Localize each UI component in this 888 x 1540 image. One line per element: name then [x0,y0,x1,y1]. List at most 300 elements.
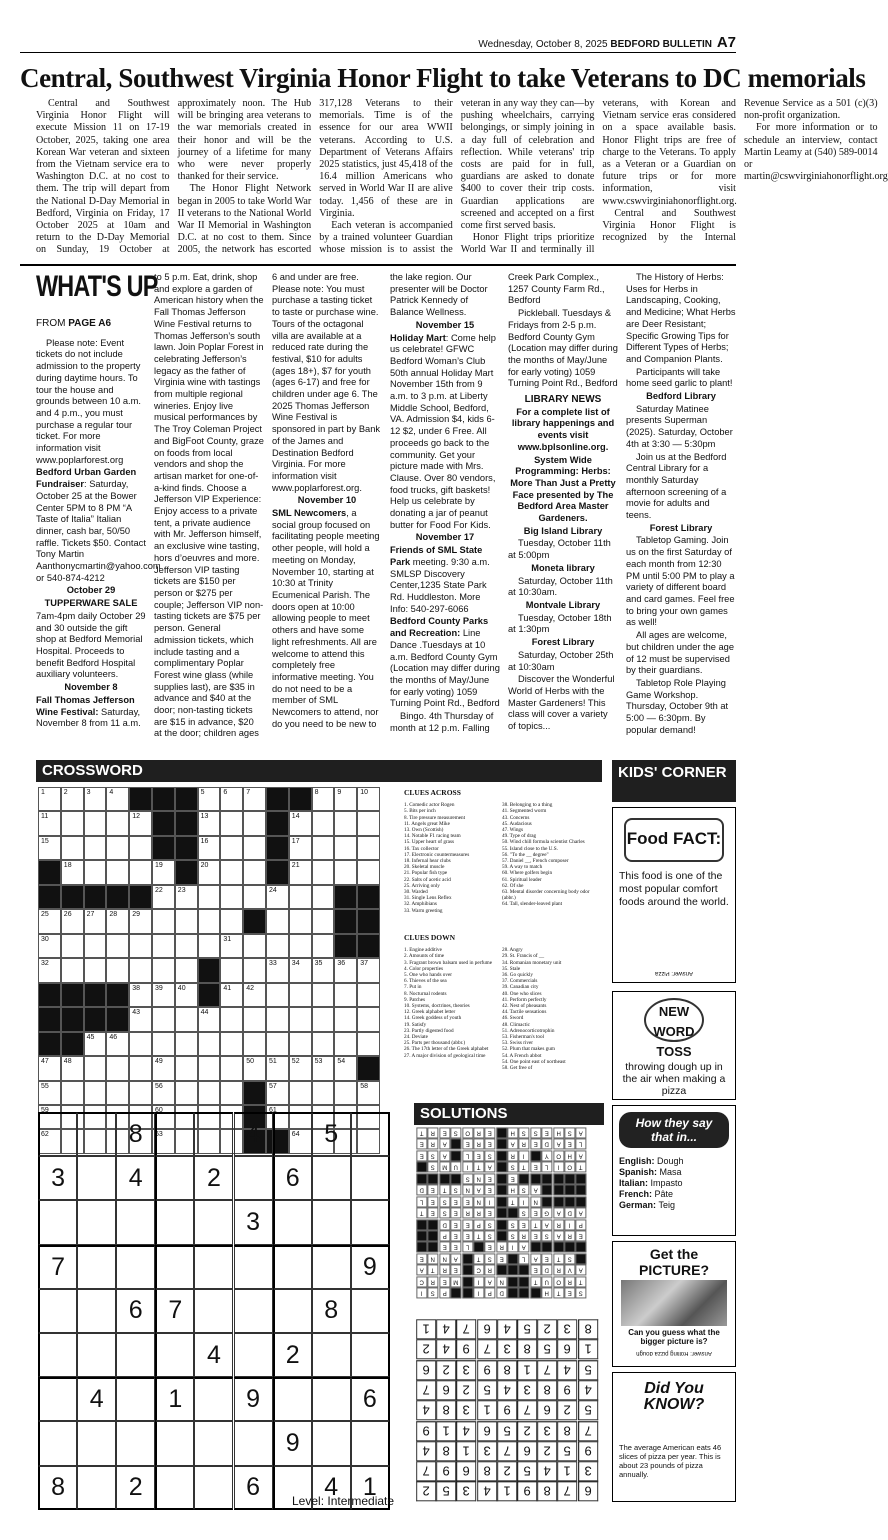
solution-black-cell [541,1173,552,1184]
sudoku-empty-cell[interactable] [273,1200,312,1244]
story-paragraph: Central and Southwest Virginia Honor Flight will execute Mission 11 on 17-19 October, 2025, taking one area Korean War veteran and sixteen from the Vietnam service era to Washington D.C. at no cost to them. The trip will depart from the National D-Day Memorial in Bedford, Virginia on Friday, 17 October 2025 at 10am and return to the D-Day Memorial on Sunday, 19 October at approximately noon. The Hub will be bringing area veterans to the war memorials created in their honor and will be the journey of a lifetime for many who were never properly thanked for their service. [36,98,312,256]
crossword-cell[interactable] [289,885,312,909]
solutions-header [414,1103,604,1125]
crossword-cell[interactable]: 36 [334,958,357,982]
solution-letter: R [553,1219,564,1230]
crossword-cell[interactable]: 56 [152,1081,175,1105]
solution-letter: H [541,1287,552,1298]
sudoku-given-cell: 9 [234,1377,273,1421]
crossword-cell[interactable] [334,1032,357,1056]
clue: 41. Perform perfectly [502,996,547,1003]
sudoku-empty-cell[interactable] [38,1289,77,1333]
sudoku-empty-cell[interactable] [194,1421,233,1465]
clue: 14. Notable F1 racing team [404,833,461,840]
sudoku-empty-cell[interactable] [194,1466,233,1510]
crossword-cell[interactable] [220,860,243,884]
crossword-cell[interactable] [334,983,357,1007]
solution-letter: T [575,1276,586,1287]
crossword-cell[interactable] [152,909,175,933]
crossword-cell[interactable]: 8 [312,787,335,811]
event-entry [390,616,500,710]
crossword-cell[interactable] [334,836,357,860]
crossword-cell[interactable]: 20 [198,860,221,884]
crossword-cell[interactable]: 33 [266,958,289,982]
sudoku-empty-cell[interactable] [77,1245,116,1289]
sudoku-empty-cell[interactable] [351,1421,390,1465]
sudoku-given-cell: 1 [155,1377,194,1421]
crossword-cell[interactable] [312,1081,335,1105]
crossword-cell[interactable] [84,958,107,982]
crossword-cell[interactable]: 13 [198,811,221,835]
crossword-cell[interactable] [152,1007,175,1031]
crossword-cell[interactable] [312,860,335,884]
crossword-cell[interactable]: 19 [152,860,175,884]
crossword-cell[interactable]: 42 [243,983,266,1007]
crossword-cell[interactable] [243,885,266,909]
crossword-cell[interactable] [312,885,335,909]
solution-digit: 4 [436,1319,456,1339]
crossword-cell[interactable] [220,836,243,860]
crossword-cell[interactable]: 12 [129,811,152,835]
sudoku-empty-cell[interactable] [194,1200,233,1244]
crossword-cell[interactable] [357,983,380,1007]
crossword-cell[interactable] [129,836,152,860]
crossword-cell[interactable]: 59 [38,1105,61,1129]
crossword-cell[interactable] [61,958,84,982]
crossword-cell[interactable] [84,860,107,884]
crossword-cell[interactable]: 40 [175,983,198,1007]
crossword-cell[interactable]: 49 [152,1056,175,1080]
clue: 37. Commercials [502,978,538,985]
solution-letter: Y [541,1150,552,1161]
solution-digit: 7 [456,1319,476,1339]
solution-digit: 5 [578,1360,598,1380]
crossword-cell[interactable] [220,885,243,909]
crossword-cell[interactable] [61,1081,84,1105]
crossword-cell[interactable]: 2 [61,787,84,811]
crossword-cell[interactable] [198,1056,221,1080]
solution-letter: U [450,1161,461,1172]
crossword-cell[interactable] [198,885,221,909]
crossword-cell[interactable] [312,836,335,860]
crossword-cell[interactable] [175,1056,198,1080]
crossword-cell[interactable] [129,1081,152,1105]
sudoku-empty-cell[interactable] [155,1112,194,1156]
crossword-cell[interactable]: 29 [129,909,152,933]
solution-black-cell [462,1253,473,1264]
sudoku-empty-cell[interactable] [38,1333,77,1377]
crossword-cell[interactable]: 63 [152,1129,175,1153]
crossword-cell[interactable] [198,909,221,933]
solution-letter: T [553,1253,564,1264]
clue: 4. Color properties [404,965,444,972]
crossword-cell[interactable] [84,1056,107,1080]
event-date: October 29 [66,585,116,596]
crossword-cell[interactable]: 32 [38,958,61,982]
clue: 33. Warm greeting [404,907,443,914]
solution-digit: 3 [578,1461,598,1481]
crossword-cell[interactable]: 1 [38,787,61,811]
crossword-cell[interactable]: 38 [129,983,152,1007]
solution-letter: I [518,1150,529,1161]
solution-letter: R [518,1138,529,1149]
solution-digit: 1 [578,1339,598,1359]
picture-answer: Answer: Rolling pizza dough [636,1350,712,1356]
sudoku-empty-cell[interactable] [155,1156,194,1200]
crossword-cell[interactable]: 7 [243,787,266,811]
crossword-cell[interactable]: 26 [61,909,84,933]
sudoku-empty-cell[interactable] [273,1112,312,1156]
crossword-cell[interactable] [129,958,152,982]
crossword-cell[interactable]: 51 [266,1056,289,1080]
crossword-cell[interactable]: 27 [84,909,107,933]
solution-black-cell [416,1230,427,1241]
sudoku-empty-cell[interactable] [155,1245,194,1289]
crossword-cell[interactable]: 61 [266,1105,289,1129]
crossword-grid[interactable] [38,787,380,1139]
solution-digit: 2 [497,1461,517,1481]
crossword-cell[interactable] [289,1032,312,1056]
library-text: Tuesday, October 11th at 5:00pm [508,538,611,561]
crossword-cell[interactable]: 28 [106,909,129,933]
solution-letter: H [553,1127,564,1138]
crossword-cell[interactable]: 43 [129,1007,152,1031]
crossword-cell[interactable]: 18 [61,860,84,884]
crossword-cell[interactable]: 52 [289,1056,312,1080]
crossword-cell[interactable]: 58 [357,1081,380,1105]
sudoku-empty-cell[interactable] [155,1200,194,1244]
clue: 5. Bits per inch [404,808,436,815]
clue: 25. Parts per thousand (abbr.) [404,1040,466,1047]
crossword-cell[interactable]: 11 [38,811,61,835]
crossword-cell[interactable] [243,934,266,958]
sudoku-empty-cell[interactable] [38,1200,77,1244]
crossword-cell[interactable]: 31 [220,934,243,958]
solution-letter: A [575,1127,586,1138]
sudoku-empty-cell[interactable] [77,1112,116,1156]
sudoku-empty-cell[interactable] [116,1421,155,1465]
crossword-cell[interactable] [266,983,289,1007]
sudoku-empty-cell[interactable] [77,1466,116,1510]
crossword-cell[interactable] [220,1032,243,1056]
sudoku-empty-cell[interactable] [312,1245,351,1289]
crossword-cell[interactable]: 24 [266,885,289,909]
crossword-cell[interactable]: 30 [38,934,61,958]
crossword-cell[interactable] [357,811,380,835]
crossword-cell[interactable]: 60 [152,1105,175,1129]
crossword-cell[interactable]: 35 [312,958,335,982]
crossword-cell[interactable] [266,909,289,933]
sudoku-empty-cell[interactable] [77,1156,116,1200]
sudoku-empty-cell[interactable] [312,1156,351,1200]
crossword-cell[interactable]: 48 [61,1056,84,1080]
sudoku-empty-cell[interactable] [116,1333,155,1377]
crossword-cell[interactable] [243,1032,266,1056]
crossword-cell[interactable] [334,1081,357,1105]
crossword-cell[interactable] [220,909,243,933]
solution-black-cell [575,1173,586,1184]
solution-letter: N [530,1196,541,1207]
crossword-cell[interactable] [84,811,107,835]
sudoku-empty-cell[interactable] [351,1200,390,1244]
crossword-cell[interactable]: 37 [357,958,380,982]
crossword-cell[interactable]: 46 [106,1032,129,1056]
sudoku-empty-cell[interactable] [234,1245,273,1289]
crossword-cell[interactable]: 15 [38,836,61,860]
crossword-black-cell [266,860,289,884]
sudoku-empty-cell[interactable] [38,1377,77,1421]
sudoku-empty-cell[interactable] [234,1421,273,1465]
sudoku-empty-cell[interactable] [312,1200,351,1244]
sudoku-empty-cell[interactable] [116,1245,155,1289]
crossword-cell[interactable] [312,909,335,933]
sudoku-solution [416,1319,598,1502]
clue: 16. Tax collector [404,845,439,852]
crossword-cell[interactable]: 41 [220,983,243,1007]
sudoku-given-cell: 1 [351,1466,390,1510]
crossword-cell[interactable] [175,909,198,933]
crossword-cell[interactable] [334,1007,357,1031]
sudoku-empty-cell[interactable] [155,1333,194,1377]
solution-black-cell [496,1230,507,1241]
event-entry [390,545,500,615]
sudoku-empty-cell[interactable] [38,1112,77,1156]
crossword-cell[interactable] [106,958,129,982]
crossword-cell[interactable] [266,934,289,958]
sudoku-empty-cell[interactable] [77,1333,116,1377]
crossword-cell[interactable] [243,958,266,982]
crossword-cell[interactable]: 14 [289,811,312,835]
crossword-cell[interactable] [266,1007,289,1031]
crossword-cell[interactable] [198,934,221,958]
sudoku-empty-cell[interactable] [194,1377,233,1421]
crossword-cell[interactable]: 6 [220,787,243,811]
library-text: All ages are welcome, but children under the age of 12 must be supervised by their guardians. [626,630,735,676]
sudoku-empty-cell[interactable] [351,1333,390,1377]
crossword-cell[interactable]: 21 [289,860,312,884]
crossword-cell[interactable]: 62 [38,1129,61,1153]
solution-letter: R [439,1264,450,1275]
crossword-cell[interactable]: 17 [289,836,312,860]
sudoku-grid[interactable] [38,1112,390,1540]
crossword-cell[interactable] [220,1056,243,1080]
crossword-cell[interactable] [312,811,335,835]
solution-letter: L [518,1253,529,1264]
crossword-cell[interactable] [84,1081,107,1105]
crossword-cell[interactable] [289,934,312,958]
crossword-cell[interactable] [61,934,84,958]
crossword-cell[interactable]: 25 [38,909,61,933]
crossword-cell[interactable] [106,1081,129,1105]
crossword-cell[interactable]: 22 [152,885,175,909]
clue: 49. Type of drag [502,833,537,840]
sudoku-empty-cell[interactable] [194,1112,233,1156]
crossword-cell[interactable] [106,934,129,958]
story-paragraph: Each veteran is accompanied by a trained volunteer Guardian whose mission is to assist the veteran in any way they can—by pushing wheelchairs, carrying belongings, or simply joining in a day full of celebration and reflection. While veterans' trip costs are paid for in full, guardians are asked to donate $400 to cover their trip costs. Guardian applications are screened and accepted on a first come first served basis. [319,98,595,256]
sudoku-empty-cell[interactable] [351,1112,390,1156]
solution-black-cell [518,1276,529,1287]
crossword-cell[interactable] [312,1007,335,1031]
crossword-cell[interactable]: 23 [175,885,198,909]
solution-letter: E [484,1207,495,1218]
crossword-cell[interactable] [357,860,380,884]
crossword-cell[interactable] [312,934,335,958]
solution-black-cell [541,1196,552,1207]
crossword-cell[interactable] [152,934,175,958]
solution-letter: E [462,1196,473,1207]
solution-letter: I [473,1276,484,1287]
sudoku-empty-cell[interactable] [234,1333,273,1377]
crossword-cell[interactable]: 39 [152,983,175,1007]
clue: 41. Segmented worm [502,808,547,815]
crossword-cell[interactable] [198,1081,221,1105]
sudoku-empty-cell[interactable] [312,1333,351,1377]
crossword-cell[interactable] [175,1007,198,1031]
crossword-cell[interactable] [175,934,198,958]
sudoku-empty-cell[interactable] [351,1289,390,1333]
crossword-cell[interactable] [357,1032,380,1056]
crossword-cell[interactable]: 54 [334,1056,357,1080]
clue-column [502,802,594,914]
crossword-cell[interactable]: 44 [198,1007,221,1031]
crossword-cell[interactable]: 3 [84,787,107,811]
crossword-cell[interactable] [129,1056,152,1080]
crossword-cell[interactable]: 55 [38,1081,61,1105]
crossword-cell[interactable]: 34 [289,958,312,982]
crossword-cell[interactable]: 47 [38,1056,61,1080]
sudoku-empty-cell[interactable] [273,1377,312,1421]
sudoku-empty-cell[interactable] [77,1421,116,1465]
kids-corner-title: KIDS' CORNER [618,764,727,781]
sudoku-empty-cell[interactable] [116,1377,155,1421]
crossword-cell[interactable] [243,1007,266,1031]
solution-letter: I [462,1161,473,1172]
solution-letter: N [427,1253,438,1264]
solution-letter: L [462,1241,473,1252]
crossword-cell[interactable]: 5 [198,787,221,811]
sudoku-empty-cell[interactable] [38,1421,77,1465]
crossword-cell[interactable] [198,1032,221,1056]
crossword-cell[interactable]: 4 [106,787,129,811]
crossword-cell[interactable] [220,958,243,982]
sudoku-empty-cell[interactable] [351,1156,390,1200]
crossword-cell[interactable] [152,1032,175,1056]
solution-black-cell [427,1230,438,1241]
crossword-cell[interactable] [357,836,380,860]
crossword-cell[interactable] [84,934,107,958]
crossword-cell[interactable] [175,1032,198,1056]
sudoku-empty-cell[interactable] [312,1377,351,1421]
clue: 12. Greek alphabet letter [404,1009,456,1016]
solution-digit: 8 [436,1400,456,1420]
crossword-cell[interactable] [289,1007,312,1031]
crossword-cell[interactable] [220,1007,243,1031]
crossword-cell[interactable] [312,1032,335,1056]
sudoku-empty-cell[interactable] [116,1200,155,1244]
crossword-cell[interactable] [243,836,266,860]
sudoku-empty-cell[interactable] [312,1421,351,1465]
crossword-cell[interactable] [220,811,243,835]
solution-black-cell [427,1219,438,1230]
crossword-cell[interactable] [106,1056,129,1080]
sudoku-empty-cell[interactable] [234,1289,273,1333]
crossword-cell[interactable] [106,836,129,860]
sudoku-empty-cell[interactable] [194,1289,233,1333]
crossword-cell[interactable] [175,958,198,982]
sudoku-empty-cell[interactable] [194,1245,233,1289]
clue: 61. Spiritual leader [502,876,542,883]
crossword-cell[interactable]: 64 [289,1129,312,1153]
crossword-cell[interactable] [61,811,84,835]
solution-letter: E [416,1138,427,1149]
crossword-cell[interactable] [334,811,357,835]
crossword-cell[interactable] [129,934,152,958]
crossword-cell[interactable] [243,860,266,884]
solution-digit: 2 [416,1481,436,1501]
crossword-cell[interactable] [175,1081,198,1105]
clue: 30. Warded [404,889,428,896]
crossword-cell[interactable] [312,983,335,1007]
solution-black-cell [575,1196,586,1207]
picture-title: Get the PICTURE? [639,1246,709,1278]
sudoku-empty-cell[interactable] [155,1421,194,1465]
solution-letter: E [541,1127,552,1138]
paper-name: BEDFORD BULLETIN [610,39,713,50]
crossword-cell[interactable] [129,860,152,884]
solution-black-cell [427,1173,438,1184]
crossword-cell[interactable] [289,909,312,933]
solution-letter: E [530,1230,541,1241]
crossword-cell[interactable]: 16 [198,836,221,860]
crossword-cell[interactable]: 53 [312,1056,335,1080]
crossword-black-cell [175,836,198,860]
crossword-cell[interactable] [106,860,129,884]
crossword-cell[interactable] [106,811,129,835]
translation-line: English: Dough [619,1156,684,1166]
clue: 54. One point east of northeast [502,1058,566,1065]
solution-letter: E [473,1150,484,1161]
clue: 29. St. Francis of __ [502,953,545,960]
crossword-cell[interactable] [357,1007,380,1031]
crossword-cell[interactable] [84,836,107,860]
sudoku-empty-cell[interactable] [77,1200,116,1244]
crossword-cell[interactable] [289,1081,312,1105]
crossword-cell[interactable] [266,1032,289,1056]
crossword-cell[interactable]: 10 [357,787,380,811]
crossword-cell[interactable] [152,958,175,982]
crossword-cell[interactable] [289,983,312,1007]
crossword-cell[interactable]: 57 [266,1081,289,1105]
crossword-cell[interactable] [243,811,266,835]
sudoku-empty-cell[interactable] [155,1466,194,1510]
crossword-cell[interactable]: 50 [243,1056,266,1080]
sudoku-empty-cell[interactable] [234,1156,273,1200]
crossword-cell[interactable] [220,1081,243,1105]
solution-digit: 3 [456,1360,476,1380]
sudoku-empty-cell[interactable] [77,1289,116,1333]
solution-letter: A [518,1241,529,1252]
crossword-cell[interactable] [129,1032,152,1056]
sudoku-empty-cell[interactable] [273,1245,312,1289]
new-word-definition: throwing dough up in the air when making a pizza [622,1061,726,1097]
clue: 1. Comedic actor Rogen [404,802,455,809]
crossword-cell[interactable] [61,836,84,860]
crossword-cell[interactable]: 9 [334,787,357,811]
crossword-cell[interactable] [334,860,357,884]
crossword-cell[interactable]: 45 [84,1032,107,1056]
sudoku-empty-cell[interactable] [273,1289,312,1333]
crossword-black-cell [61,885,84,909]
